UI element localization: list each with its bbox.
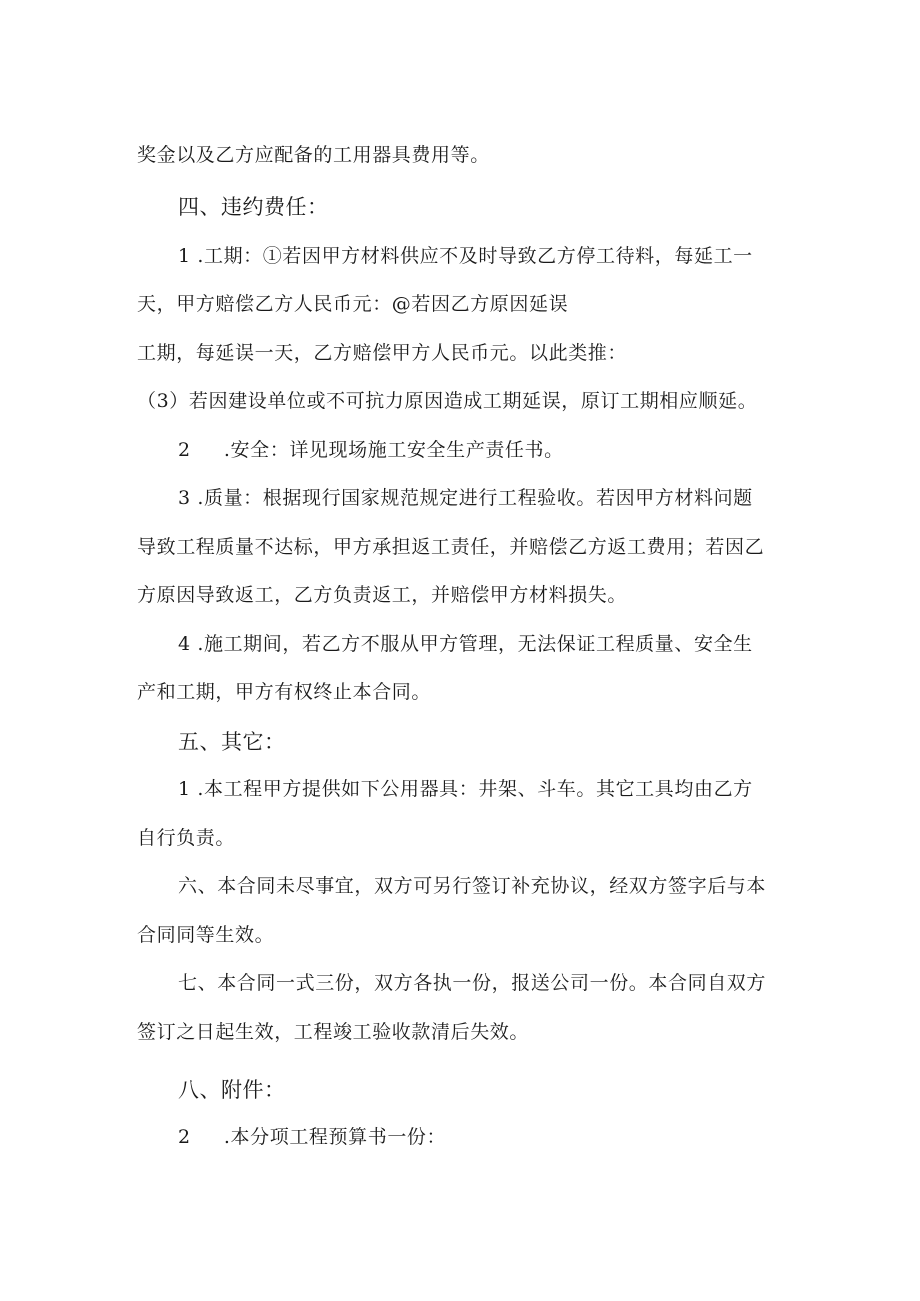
text-line: 2 .安全：详见现场施工安全生产责任书。 — [178, 439, 564, 461]
text-line: 4 .施工期间，若乙方不服从甲方管理，无法保证工程质量、安全生 — [178, 633, 753, 655]
text-line: 奖金以及乙方应配备的工用器具费用等。 — [137, 144, 490, 166]
section-heading-other: 五、其它： — [178, 730, 286, 754]
text-line: 自行负责。 — [137, 827, 236, 849]
text-line: 七、本合同一式三份，双方各执一份，报送公司一份。本合同自双方 — [178, 972, 767, 994]
text-line: 1 .工期：①若因甲方材料供应不及时导致乙方停工待料，每延工一 — [178, 245, 753, 267]
text-line: （3）若因建设单位或不可抗力原因造成工期延误，原订工期相应顺延。 — [137, 390, 758, 412]
section-heading-breach-liability: 四、违约费任： — [178, 195, 329, 219]
text-line: 1 .本工程甲方提供如下公用器具：井架、斗车。其它工具均由乙方 — [178, 778, 753, 800]
text-line: 合同同等生效。 — [137, 924, 275, 946]
text-line: 导致工程质量不达标，甲方承担返工责任，并赔偿乙方返工费用；若因乙 — [137, 536, 765, 558]
text-line: 产和工期，甲方有权终止本合同。 — [137, 681, 432, 703]
text-line: 六、本合同未尽事宜，双方可另行签订补充协议，经双方签字后与本 — [178, 875, 767, 897]
text-line: 2 .本分项工程预算书一份： — [178, 1126, 447, 1148]
text-line: 3 .质量：根据现行国家规范规定进行工程验收。若因甲方材料问题 — [178, 487, 753, 509]
section-heading-attachments: 八、附件： — [178, 1078, 286, 1102]
text-line: 天，甲方赔偿乙方人民币元：@若因乙方原因延误 — [137, 293, 569, 315]
text-line: 签订之日起生效，工程竣工验收款清后失效。 — [137, 1021, 530, 1043]
text-line: 工期，每延误一天，乙方赔偿甲方人民币元。以此类推： — [137, 342, 628, 364]
text-line: 方原因导致返工，乙方负责返工，并赔偿甲方材料损失。 — [137, 584, 628, 606]
